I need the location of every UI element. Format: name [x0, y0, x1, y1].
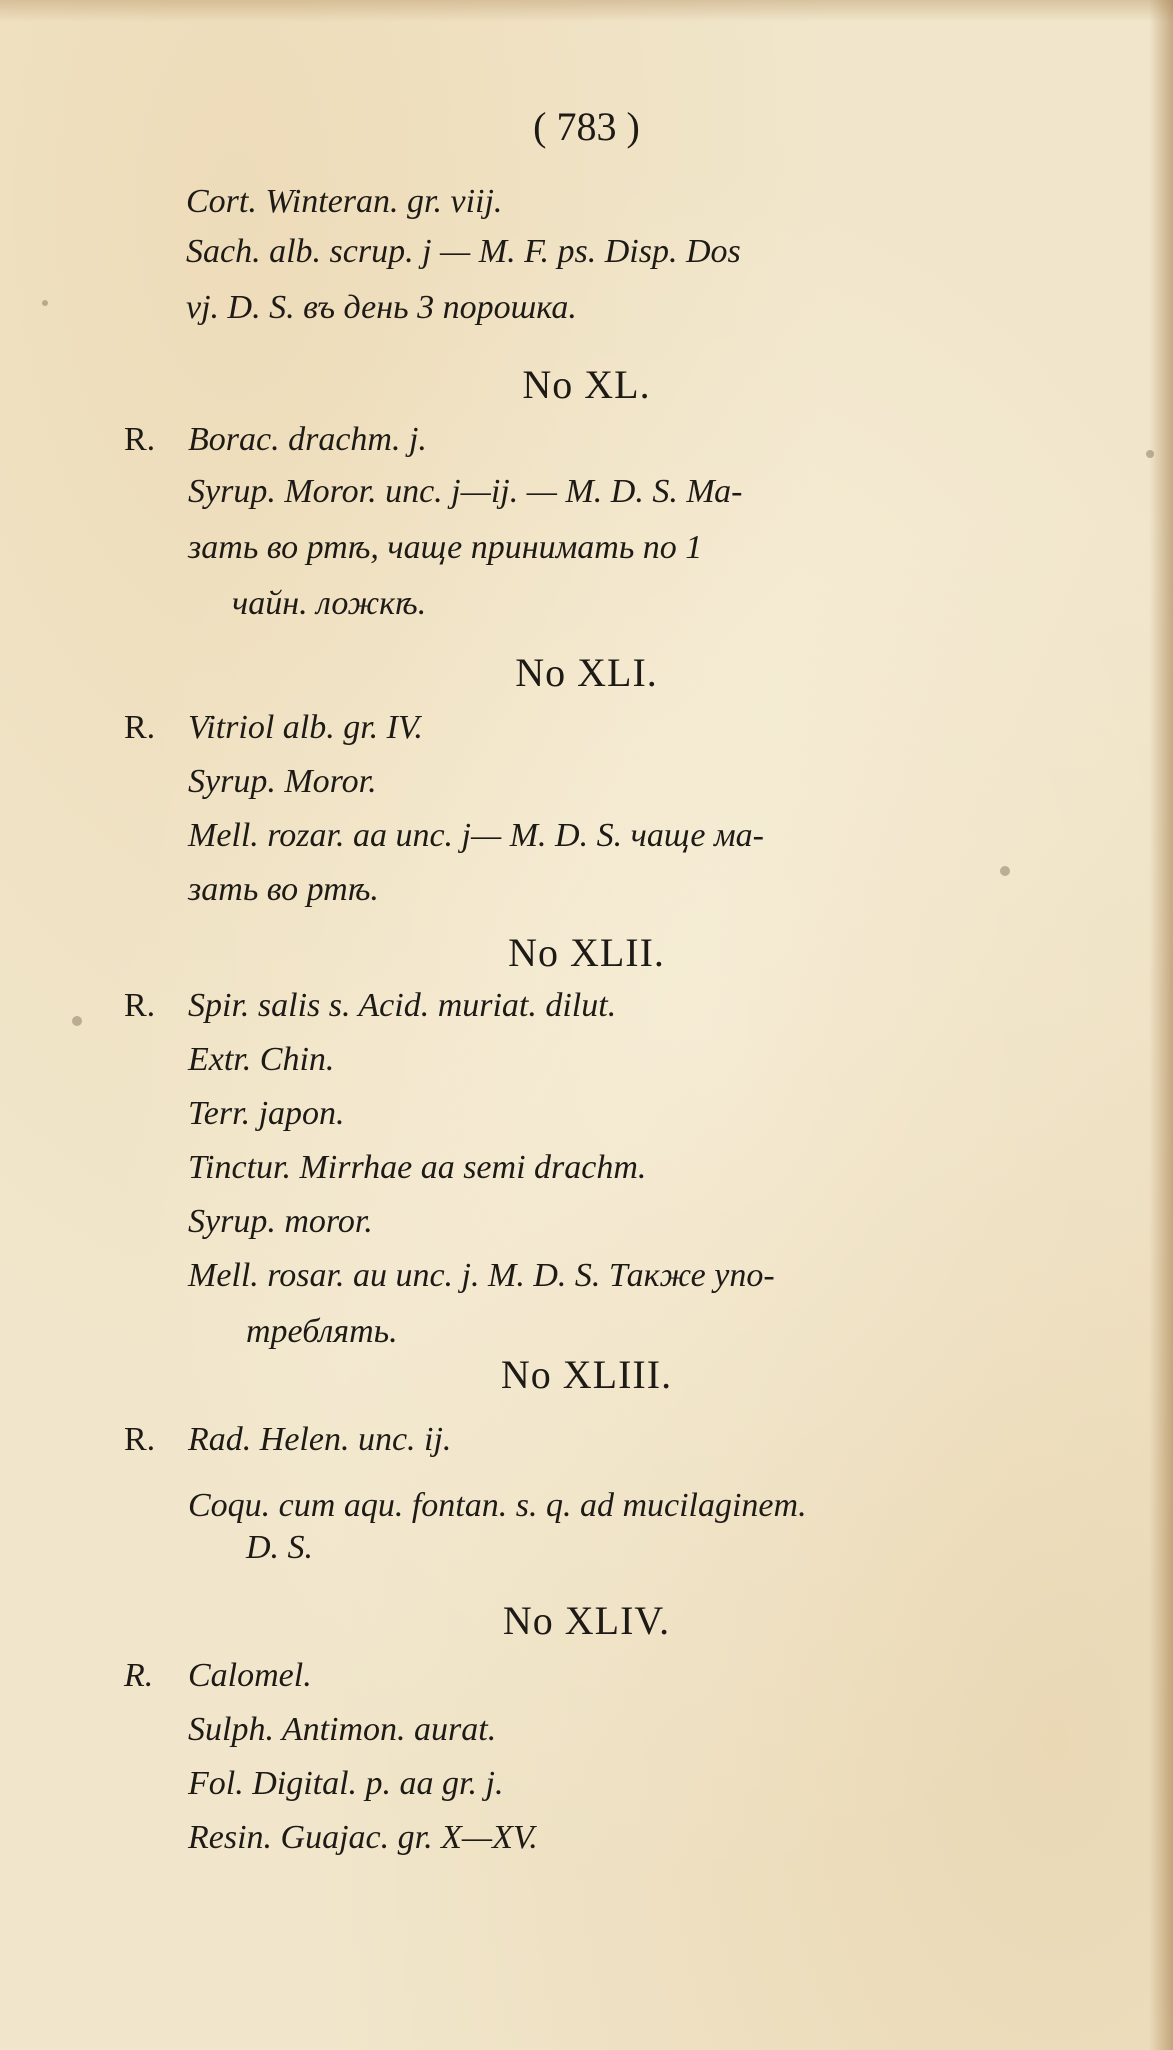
- text-line: чайн. ложкѣ.: [232, 585, 427, 622]
- recipe-number: No XLIV.: [502, 1598, 671, 1643]
- text-line: Cort. Winteran. gr. viij.: [186, 183, 503, 220]
- text-line: Extr. Chin.: [188, 1041, 335, 1078]
- recipe-mark: R.: [124, 421, 156, 458]
- text-line: Sulph. Antimon. aurat.: [188, 1711, 497, 1748]
- text-line: Borac. drachm. j.: [188, 421, 427, 458]
- text-line: Calomel.: [188, 1657, 312, 1694]
- text-line: Mell. rosar. au unc. j. M. D. S. Также упо-: [188, 1257, 775, 1294]
- foxing-spot: [1000, 866, 1010, 876]
- text-line: Fol. Digital. p. aa gr. j.: [188, 1765, 504, 1802]
- page-top-shadow: [0, 0, 1173, 22]
- text-line: Spir. salis s. Acid. muriat. dilut.: [188, 987, 617, 1024]
- recipe-mark: R.: [124, 1657, 154, 1694]
- text-line: Vitriol alb. gr. IV.: [188, 709, 423, 746]
- text-line: треблять.: [246, 1313, 398, 1350]
- text-line: зать во ртѣ, чаще принимать по 1: [188, 529, 703, 566]
- text-line: Syrup. moror.: [188, 1203, 373, 1240]
- recipe-number: No XLI.: [515, 650, 658, 695]
- text-line: Tinctur. Mirrhae aa semi drachm.: [188, 1149, 647, 1186]
- page-number: ( 783 ): [533, 104, 640, 149]
- recipe-mark: R.: [124, 1421, 156, 1458]
- recipe-number: No XL.: [522, 362, 651, 407]
- text-line: Mell. rozar. aa unc. j— M. D. S. чаще ма-: [188, 817, 764, 854]
- recipe-mark: R.: [124, 987, 156, 1024]
- foxing-spot: [72, 1016, 82, 1026]
- text-line: vj. D. S. въ день 3 порошка.: [186, 289, 577, 326]
- text-line: зать во ртѣ.: [188, 871, 379, 908]
- text-line: Terr. japon.: [188, 1095, 345, 1132]
- text-line: D. S.: [246, 1529, 314, 1566]
- text-line: Resin. Guajac. gr. X—XV.: [188, 1819, 538, 1856]
- recipe-number: No XLIII.: [500, 1352, 673, 1397]
- text-line: Coqu. cum aqu. fontan. s. q. ad mucilaginem.: [188, 1487, 807, 1524]
- text-line: Syrup. Moror.: [188, 763, 377, 800]
- recipe-mark: R.: [124, 709, 156, 746]
- page-right-shadow: [1149, 0, 1173, 2050]
- recipe-number: No XLII.: [508, 930, 665, 975]
- text-line: Syrup. Moror. unc. j—ij. — M. D. S. Ма-: [188, 473, 743, 510]
- foxing-spot: [42, 300, 48, 306]
- text-line: Rad. Helen. unc. ij.: [188, 1421, 452, 1458]
- text-line: Sach. alb. scrup. j — M. F. ps. Disp. Dos: [186, 233, 741, 270]
- foxing-spot: [1146, 450, 1154, 458]
